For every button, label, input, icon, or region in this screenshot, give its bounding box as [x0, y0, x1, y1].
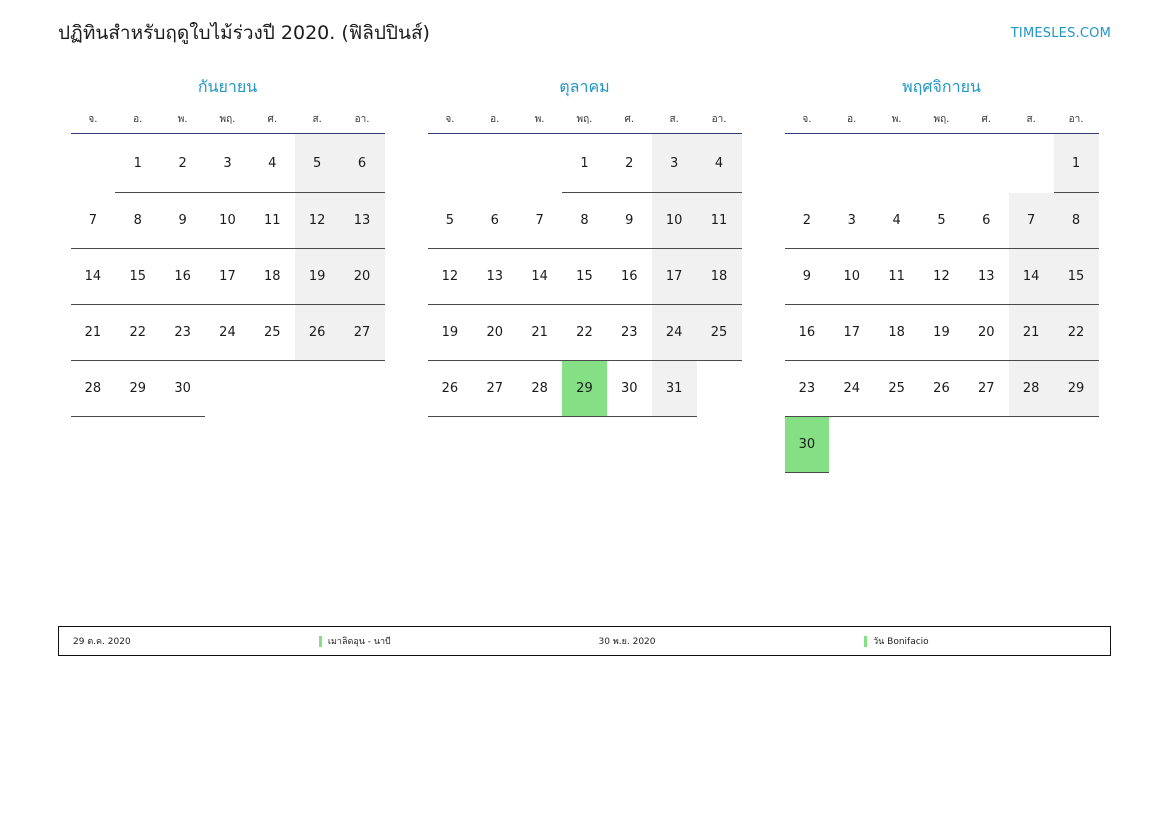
month-title: พฤศจิกายน: [902, 77, 981, 96]
day-cell: 11: [250, 193, 295, 249]
day-cell-weekend: 10: [652, 193, 697, 249]
day-cell: 8: [115, 193, 160, 249]
day-cell: 15: [562, 249, 607, 305]
week-row: [785, 249, 1099, 305]
day-cell: 3: [205, 134, 250, 193]
week-row: [785, 417, 1099, 473]
weekday-header: ศ.: [607, 108, 652, 134]
month-block: [415, 76, 754, 473]
month-grid: [785, 108, 1099, 473]
week-row: [785, 361, 1099, 417]
day-cell: 26: [919, 361, 964, 417]
day-cell: 9: [160, 193, 205, 249]
day-cell: 4: [874, 193, 919, 249]
day-cell-weekend: 28: [1009, 361, 1054, 417]
day-cell-empty: [964, 417, 1009, 473]
page-header: [58, 16, 1111, 50]
day-cell-weekend: 18: [697, 249, 742, 305]
day-cell-weekend: 13: [340, 193, 385, 249]
legend-holiday-1: [319, 627, 585, 655]
day-cell: 20: [472, 305, 517, 361]
week-row: [71, 134, 385, 193]
day-cell-empty: [829, 134, 874, 193]
weekday-header-row: [785, 108, 1099, 134]
day-cell: 23: [160, 305, 205, 361]
day-cell-weekend: 31: [652, 361, 697, 417]
month-block: [772, 76, 1111, 473]
day-cell-weekend: 8: [1054, 193, 1099, 249]
day-cell-empty: [919, 417, 964, 473]
weekday-header: ส.: [1009, 108, 1054, 134]
week-row: [428, 305, 742, 361]
weekday-header: พฤ.: [919, 108, 964, 134]
week-row: [71, 361, 385, 417]
weekday-header: จ.: [785, 108, 830, 134]
day-cell-empty: [785, 134, 830, 193]
day-cell: 30: [607, 361, 652, 417]
day-cell-empty: [874, 134, 919, 193]
month-grid: [71, 108, 385, 417]
day-cell-empty: [295, 361, 340, 417]
day-cell-weekend: 21: [1009, 305, 1054, 361]
day-cell: 1: [115, 134, 160, 193]
month-title: ตุลาคม: [559, 77, 610, 96]
day-cell: 12: [428, 249, 473, 305]
day-cell-weekend: 11: [697, 193, 742, 249]
day-cell-empty: [697, 361, 742, 417]
day-cell: 20: [964, 305, 1009, 361]
day-cell: 27: [472, 361, 517, 417]
day-cell: 15: [115, 249, 160, 305]
day-cell: 9: [785, 249, 830, 305]
weekday-header: พ.: [874, 108, 919, 134]
months-container: [58, 76, 1111, 473]
day-cell-empty: [472, 134, 517, 193]
day-cell: 14: [517, 249, 562, 305]
weekday-header: อ.: [115, 108, 160, 134]
week-row: [785, 305, 1099, 361]
day-cell: 4: [250, 134, 295, 193]
day-cell-weekend: 27: [340, 305, 385, 361]
weekday-header: อา.: [697, 108, 742, 134]
day-cell: 22: [115, 305, 160, 361]
day-cell-holiday: 29: [562, 361, 607, 417]
day-cell: 16: [607, 249, 652, 305]
legend-bar: [58, 626, 1111, 656]
day-cell: 17: [205, 249, 250, 305]
day-cell: 7: [517, 193, 562, 249]
day-cell-weekend: 6: [340, 134, 385, 193]
day-cell: 5: [428, 193, 473, 249]
day-cell: 23: [785, 361, 830, 417]
day-cell-empty: [250, 361, 295, 417]
day-cell-weekend: 25: [697, 305, 742, 361]
site-brand: TIMESLES.COM: [1010, 25, 1111, 41]
day-cell-empty: [205, 361, 250, 417]
weekday-header: พฤ.: [562, 108, 607, 134]
legend-date-1: 29 ต.ค. 2020: [73, 637, 131, 647]
day-cell: 25: [874, 361, 919, 417]
day-cell: 26: [428, 361, 473, 417]
day-cell: 6: [964, 193, 1009, 249]
day-cell: 12: [919, 249, 964, 305]
weekday-header: อา.: [1054, 108, 1099, 134]
week-row: [785, 134, 1099, 193]
day-cell: 7: [71, 193, 116, 249]
day-cell-weekend: 5: [295, 134, 340, 193]
day-cell-empty: [964, 134, 1009, 193]
day-cell-weekend: 26: [295, 305, 340, 361]
day-cell: 1: [562, 134, 607, 193]
day-cell-weekend: 7: [1009, 193, 1054, 249]
day-cell: 27: [964, 361, 1009, 417]
weekday-header-row: [428, 108, 742, 134]
day-cell: 28: [71, 361, 116, 417]
day-cell-weekend: 4: [697, 134, 742, 193]
day-cell: 2: [160, 134, 205, 193]
day-cell-weekend: 22: [1054, 305, 1099, 361]
week-row: [428, 134, 742, 193]
weekday-header: ศ.: [964, 108, 1009, 134]
legend-holiday-2: [864, 627, 1110, 655]
day-cell: 17: [829, 305, 874, 361]
day-cell: 13: [964, 249, 1009, 305]
day-cell: 5: [919, 193, 964, 249]
day-cell-weekend: 1: [1054, 134, 1099, 193]
day-cell-empty: [874, 417, 919, 473]
day-cell: 8: [562, 193, 607, 249]
day-cell: 16: [785, 305, 830, 361]
weekday-header: พ.: [517, 108, 562, 134]
day-cell: 13: [472, 249, 517, 305]
day-cell: 14: [71, 249, 116, 305]
day-cell: 23: [607, 305, 652, 361]
day-cell: 10: [205, 193, 250, 249]
day-cell: 24: [829, 361, 874, 417]
day-cell-weekend: 3: [652, 134, 697, 193]
weekday-header: ส.: [652, 108, 697, 134]
week-row: [71, 249, 385, 305]
legend-holiday-1-label: เมาลิดอุน - นาบี: [327, 637, 391, 647]
day-cell-empty: [517, 134, 562, 193]
weekday-header: ศ.: [250, 108, 295, 134]
week-row: [785, 193, 1099, 249]
day-cell-empty: [1009, 417, 1054, 473]
day-cell: 21: [71, 305, 116, 361]
day-cell: 22: [562, 305, 607, 361]
day-cell-weekend: 20: [340, 249, 385, 305]
week-row: [428, 361, 742, 417]
week-row: [71, 193, 385, 249]
day-cell-weekend: 17: [652, 249, 697, 305]
day-cell: 24: [205, 305, 250, 361]
weekday-header: ส.: [295, 108, 340, 134]
month-block: [58, 76, 397, 473]
day-cell: 30: [160, 361, 205, 417]
day-cell: 6: [472, 193, 517, 249]
day-cell: 3: [829, 193, 874, 249]
day-cell-holiday: 30: [785, 417, 830, 473]
day-cell-weekend: 14: [1009, 249, 1054, 305]
holiday-color-swatch-icon: [319, 636, 322, 647]
day-cell: 18: [250, 249, 295, 305]
day-cell: 25: [250, 305, 295, 361]
weekday-header: พ.: [160, 108, 205, 134]
day-cell: 18: [874, 305, 919, 361]
weekday-header: อ.: [829, 108, 874, 134]
day-cell: 9: [607, 193, 652, 249]
page-title: ปฏิทินสำหรับฤดูใบไม้ร่วงปี 2020. (ฟิลิปปินส์): [58, 22, 430, 44]
day-cell-weekend: 12: [295, 193, 340, 249]
day-cell: 16: [160, 249, 205, 305]
day-cell: 19: [428, 305, 473, 361]
week-row: [71, 305, 385, 361]
day-cell-weekend: 15: [1054, 249, 1099, 305]
week-row: [428, 249, 742, 305]
day-cell: 21: [517, 305, 562, 361]
day-cell-empty: [340, 361, 385, 417]
day-cell-empty: [1054, 417, 1099, 473]
day-cell-empty: [919, 134, 964, 193]
day-cell-weekend: 24: [652, 305, 697, 361]
day-cell-empty: [71, 134, 116, 193]
week-row: [428, 193, 742, 249]
day-cell-empty: [829, 417, 874, 473]
day-cell: 2: [607, 134, 652, 193]
day-cell-weekend: 29: [1054, 361, 1099, 417]
legend-holiday-2-label: วัน Bonifacio: [873, 637, 929, 647]
day-cell: 11: [874, 249, 919, 305]
weekday-header: จ.: [71, 108, 116, 134]
day-cell-empty: [1009, 134, 1054, 193]
weekday-header-row: [71, 108, 385, 134]
weekday-header: จ.: [428, 108, 473, 134]
month-grid: [428, 108, 742, 417]
holiday-color-swatch-icon: [864, 636, 867, 647]
day-cell: 10: [829, 249, 874, 305]
month-title: กันยายน: [197, 77, 258, 96]
day-cell: 2: [785, 193, 830, 249]
day-cell: 28: [517, 361, 562, 417]
weekday-header: พฤ.: [205, 108, 250, 134]
day-cell: 29: [115, 361, 160, 417]
weekday-header: อ.: [472, 108, 517, 134]
day-cell-weekend: 19: [295, 249, 340, 305]
legend-date-2: 30 พ.ย. 2020: [598, 637, 656, 647]
weekday-header: อา.: [340, 108, 385, 134]
day-cell: 19: [919, 305, 964, 361]
day-cell-empty: [428, 134, 473, 193]
